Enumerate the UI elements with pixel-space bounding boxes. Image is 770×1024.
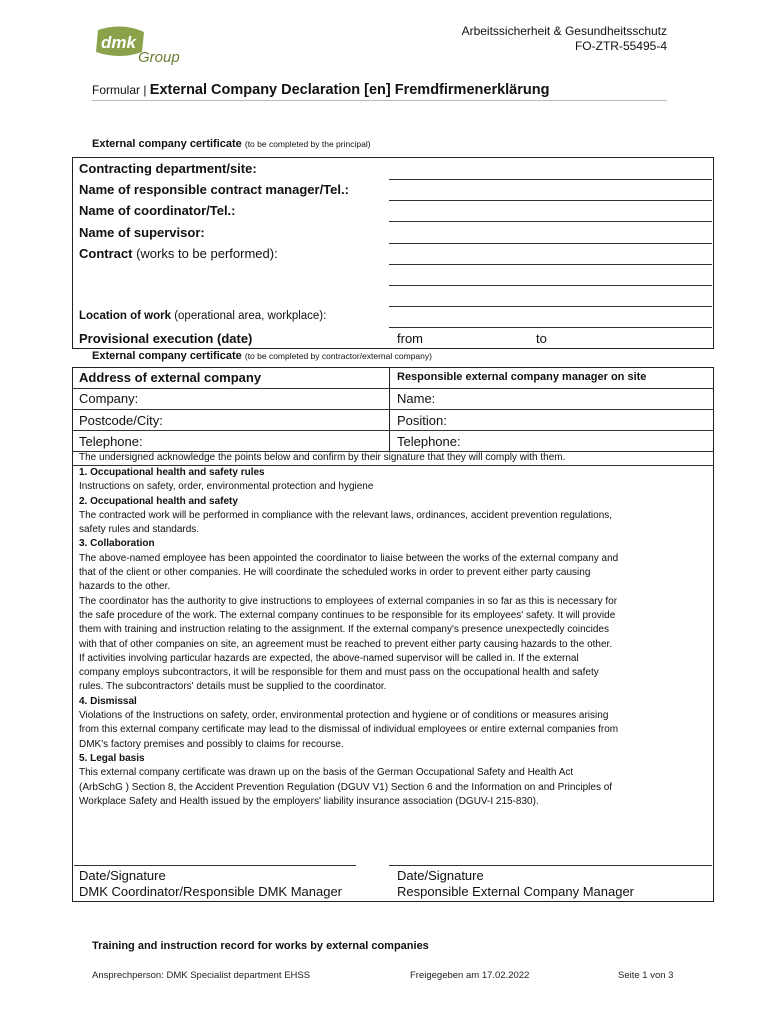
department-title: Arbeitssicherheit & Gesundheitsschutz — [461, 24, 667, 38]
manager-header: Responsible external company manager on site — [397, 371, 647, 383]
point3-text-c: hazards to the other. — [79, 581, 171, 593]
provisional-execution-label: Provisional execution (date) — [79, 331, 253, 346]
form-title-prefix: Formular | — [92, 83, 150, 97]
contracting-department-label: Contracting department/site: — [79, 161, 257, 176]
dmk-logo-graphic — [92, 24, 192, 66]
contract-manager-field[interactable] — [389, 200, 712, 201]
signature-line-external[interactable] — [389, 865, 712, 866]
section2-row-divider-3 — [72, 430, 714, 431]
point3-text-e: the safe procedure of the work. The external company continues to be responsible for its employees' safety. It will provide — [79, 609, 616, 621]
telephone-label-manager[interactable]: Telephone: — [397, 434, 461, 449]
point4-heading: 4. Dismissal — [79, 695, 137, 707]
section2-row-divider-1 — [72, 388, 714, 389]
name-label[interactable]: Name: — [397, 391, 436, 406]
point3-text-b: that of the client or other companies. He will coordinate the scheduled works in order to prevent either party causing — [79, 567, 591, 579]
point4-text-b: from this external company certificate may lead to the dismissal of individual employees or entire external companies from — [79, 724, 619, 736]
signature-role-left: DMK Coordinator/Responsible DMK Manager — [79, 884, 343, 899]
logo-group-text: Group — [138, 49, 180, 66]
contract-field-line-3[interactable] — [389, 306, 712, 307]
acknowledge-text: The undersigned acknowledge the points below and confirm by their signature that they will comply with them. — [79, 452, 566, 463]
address-header: Address of external company — [79, 370, 262, 385]
point4-text-c: DMK's factory premises and possibly to claims for recourse. — [79, 738, 344, 750]
point3-text-a: The above-named employee has been appointed the coordinator to liaise between the works of the external company and — [79, 552, 619, 564]
coordinator-label: Name of coordinator/Tel.: — [79, 203, 236, 218]
dmk-group-logo — [92, 24, 192, 66]
to-label: to — [536, 331, 547, 346]
coordinator-field[interactable] — [389, 221, 712, 222]
points-body — [79, 466, 709, 809]
company-label[interactable]: Company: — [79, 391, 139, 406]
supervisor-field[interactable] — [389, 243, 712, 244]
from-label: from — [397, 331, 423, 346]
point1-text: Instructions on safety, order, environmental protection and hygiene — [79, 481, 374, 493]
section2-heading-note: (to be completed by contractor/external company) — [244, 351, 432, 361]
footer-page: Seite 1 von 3 — [618, 970, 674, 981]
point3-heading: 3. Collaboration — [79, 538, 155, 550]
training-heading: Training and instruction record for works by external companies — [92, 940, 429, 952]
point4-text-a: Violations of the Instructions on safety, order, environmental protection and hygiene or of conditions or measures arising — [79, 710, 609, 722]
contract-manager-label: Name of responsible contract manager/Tel.: — [79, 182, 349, 197]
point5-text-b: (ArbSchG ) Section 8, the Accident Prevention Regulation (DGUV V1) Section 6 and the Information on and Principles of — [79, 781, 613, 793]
section1-heading-note: (to be completed by the principal) — [244, 139, 371, 149]
form-title — [92, 82, 549, 98]
form-number: FO-ZTR-55495-4 — [574, 39, 667, 53]
contracting-department-field[interactable] — [389, 179, 712, 180]
location-label-note: (operational area, workplace): — [174, 310, 327, 322]
point5-heading: 5. Legal basis — [79, 752, 145, 764]
point2-heading: 2. Occupational health and safety — [79, 495, 238, 507]
supervisor-label: Name of supervisor: — [79, 225, 205, 240]
point2-text-b: safety rules and standards. — [79, 524, 200, 536]
logo-mark-text: dmk — [101, 33, 136, 52]
section1-heading-text: External company certificate — [92, 138, 242, 150]
point3-text-d: The coordinator has the authority to give instructions to employees of external companies in so far as this is necessary for — [79, 595, 618, 607]
point2-text-a: The contracted work will be performed in compliance with the relevant laws, ordinances, accident prevention regulations, — [79, 509, 613, 521]
document-header-info — [462, 24, 667, 54]
contract-label — [79, 246, 278, 261]
contract-label-note: (works to be performed): — [136, 246, 278, 261]
title-divider — [92, 100, 667, 101]
point5-text-a: This external company certificate was drawn up on the basis of the German Occupational Safety and Health Act — [79, 767, 574, 779]
section1-heading — [92, 138, 371, 150]
form-title-main: External Company Declaration [en] Fremdfirmenerklärung — [149, 82, 550, 98]
contract-field-line-2[interactable] — [389, 285, 712, 286]
location-label — [79, 310, 326, 322]
signature-date-right: Date/Signature — [397, 868, 484, 883]
signature-line-dmk[interactable] — [74, 865, 356, 866]
point5-text-c: Workplace Safety and Health issued by the employers' liability insurance association (DGUV-I 215-830). — [79, 795, 539, 807]
footer-released: Freigegeben am 17.02.2022 — [410, 970, 530, 981]
point3-text-h: If activities involving particular hazards are expected, the above-named supervisor will be called in. If the external — [79, 652, 579, 664]
point3-text-g: with that of other companies on site, an agreement must be reached to prevent either party causing hazards to the other. — [79, 638, 613, 650]
point3-text-i: company employs subcontractors, it will be responsible for them and must pass on the occupational health and safety — [79, 667, 599, 679]
point3-text-j: rules. The subcontractors' details must be supplied to the coordinator. — [79, 681, 387, 693]
location-label-text: Location of work — [79, 310, 171, 322]
contract-field-line-1[interactable] — [389, 264, 712, 265]
section2-heading — [92, 350, 432, 362]
position-label[interactable]: Position: — [397, 413, 447, 428]
location-field[interactable] — [389, 327, 712, 328]
telephone-label-company[interactable]: Telephone: — [79, 434, 143, 449]
postcode-label[interactable]: Postcode/City: — [79, 413, 163, 428]
point3-text-f: them with training and instruction relating to the assignment. If the external company's presence unexpectedly coincides — [79, 624, 609, 636]
point1-heading: 1. Occupational health and safety rules — [79, 467, 265, 478]
signature-role-right: Responsible External Company Manager — [397, 884, 635, 899]
section2-row-divider-2 — [72, 409, 714, 410]
footer-contact: Ansprechperson: DMK Specialist department EHSS — [92, 970, 311, 981]
section2-heading-text: External company certificate — [92, 350, 242, 362]
contract-label-text: Contract — [79, 246, 133, 261]
signature-date-left: Date/Signature — [79, 868, 166, 883]
